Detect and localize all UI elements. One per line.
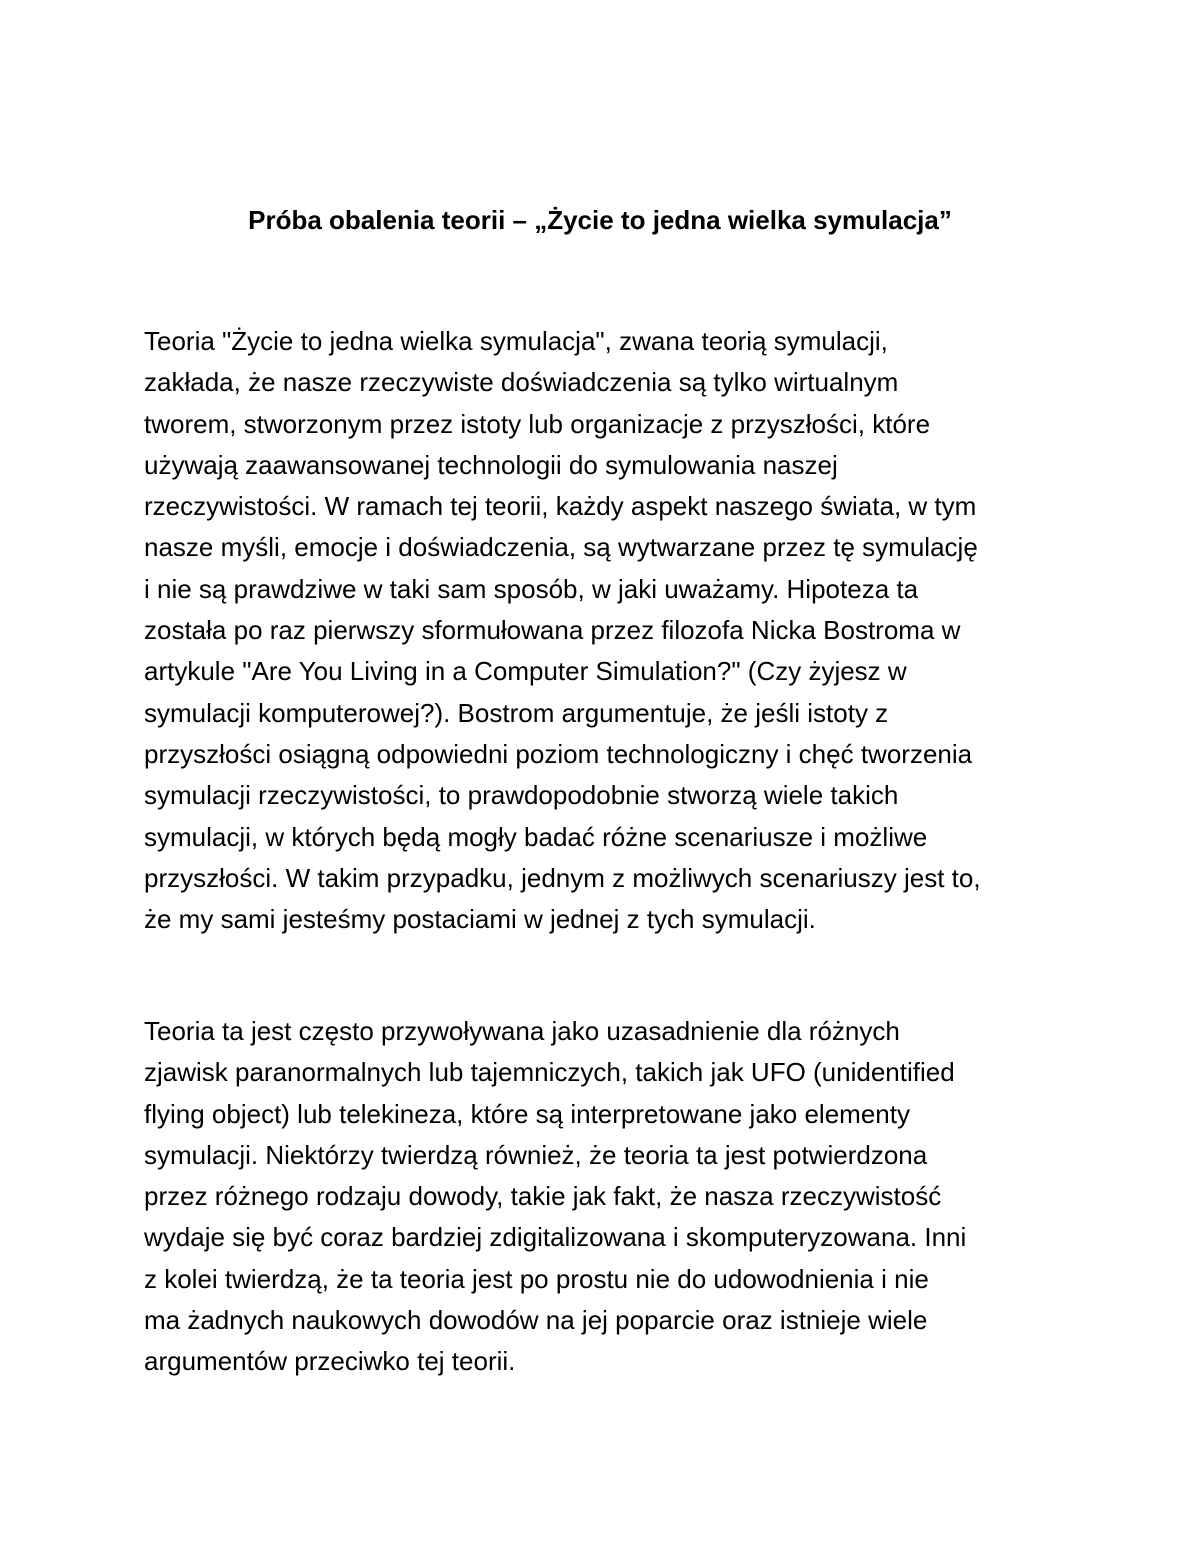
paragraph-line: Teoria "Życie to jedna wielka symulacja", zwana teorią symulacji,: [144, 326, 888, 356]
paragraph-line: przez różnego rodzaju dowody, takie jak fakt, że nasza rzeczywistość: [144, 1181, 942, 1212]
paragraph-2: [144, 1011, 966, 1383]
paragraph-line: artykule "Are You Living in a Computer Simulation?" (Czy żyjesz w: [144, 656, 907, 687]
paragraph-line: przyszłości osiągną odpowiedni poziom technologiczny i chęć tworzenia: [144, 738, 973, 769]
paragraph-line: tworem, stworzonym przez istoty lub organizacje z przyszłości, które: [144, 408, 931, 439]
paragraph-line: symulacji komputerowej?). Bostrom argumentuje, że jeśli istoty z: [144, 697, 889, 728]
paragraph-line: przyszłości. W takim przypadku, jednym z możliwych scenariuszy jest to,: [144, 862, 981, 893]
paragraph-line: flying object) lub telekineza, które są interpretowane jako elementy: [144, 1098, 910, 1129]
paragraph-line: używają zaawansowanej technologii do symulowania naszej: [144, 449, 838, 480]
paragraph-1: [144, 321, 981, 940]
paragraph-line: argumentów przeciwko tej teorii.: [144, 1346, 516, 1377]
paragraph-line: i nie są prawdziwe w taki sam sposób, w jaki uważamy. Hipoteza ta: [144, 573, 919, 604]
document-title: Próba obalenia teorii – „Życie to jedna wielka symulacja”: [248, 205, 952, 235]
paragraph-line: zjawisk paranormalnych lub tajemniczych, takich jak UFO (unidentified: [144, 1057, 955, 1088]
paragraph-line: Teoria ta jest często przywoływana jako uzasadnienie dla różnych: [144, 1016, 900, 1046]
paragraph-line: symulacji. Niektórzy twierdzą również, że teoria ta jest potwierdzona: [144, 1139, 928, 1170]
paragraph-line: nasze myśli, emocje i doświadczenia, są wytwarzane przez tę symulację: [144, 532, 978, 563]
paragraph-line: zakłada, że nasze rzeczywiste doświadczenia są tylko wirtualnym: [144, 367, 899, 398]
paragraph-line: została po raz pierwszy sformułowana przez filozofa Nicka Bostroma w: [144, 615, 961, 646]
paragraph-line: symulacji, w których będą mogły badać różne scenariusze i możliwe: [144, 821, 928, 852]
paragraph-line: symulacji rzeczywistości, to prawdopodobnie stworzą wiele takich: [144, 780, 899, 811]
paragraph-line: ma żadnych naukowych dowodów na jej poparcie oraz istnieje wiele: [144, 1305, 928, 1336]
paragraph-line: rzeczywistości. W ramach tej teorii, każdy aspekt naszego świata, w tym: [144, 491, 977, 522]
paragraph-line: wydaje się być coraz bardziej zdigitalizowana i skomputeryzowana. Inni: [144, 1222, 967, 1253]
paragraph-line: że my sami jesteśmy postaciami w jednej z tych symulacji.: [144, 904, 816, 935]
paragraph-line: z kolei twierdzą, że ta teoria jest po prostu nie do udowodnienia i nie: [144, 1263, 929, 1294]
